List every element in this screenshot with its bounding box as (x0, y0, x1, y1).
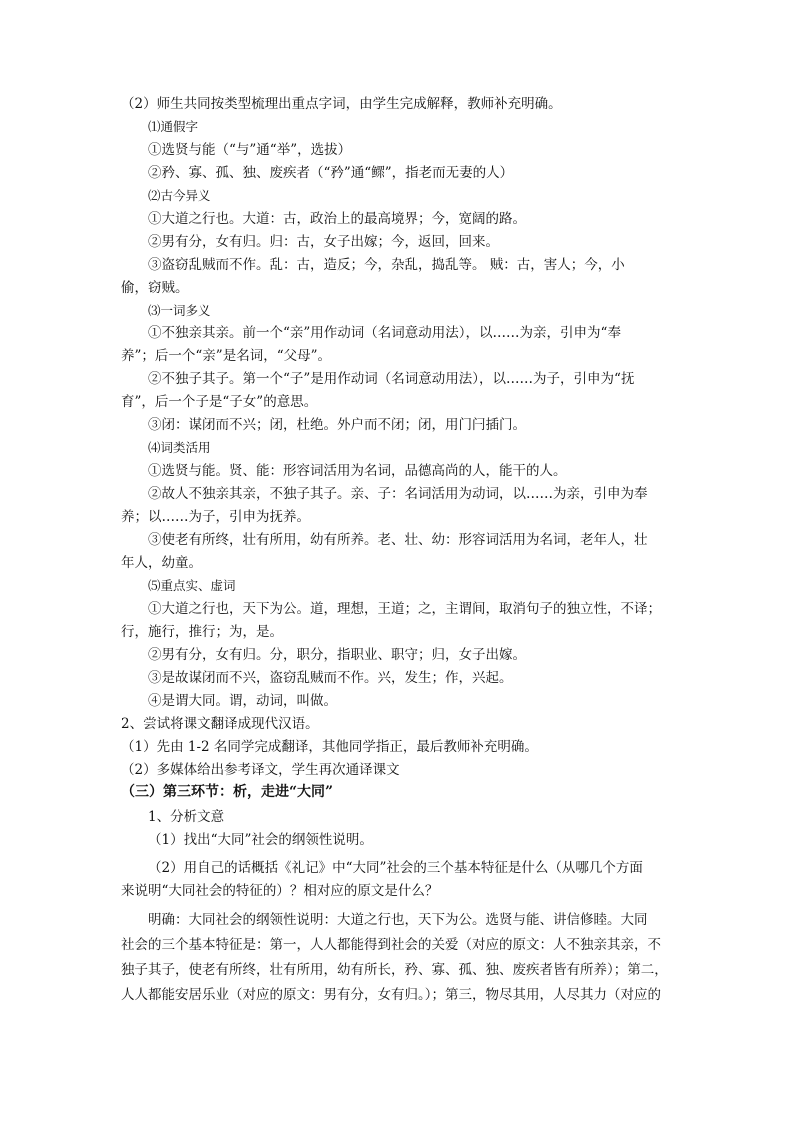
section-heading: ⑵古今异义 (148, 188, 211, 203)
text-line: ③盗窃乱贼而不作。乱：古，造反；今，杂乱，捣乱等。 贼：古，害人；今，小 (148, 257, 625, 273)
text-line: 2、尝试将课文翻译成现代汉语。 (121, 716, 319, 732)
text-line: ③是故谋闭而不兴，盗窃乱贼而不作。兴，发生；作，兴起。 (148, 670, 513, 686)
text-line: 行，施行，推行；为，是。 (121, 624, 283, 640)
text-line: 育”，后一个子是“子女”的意思。 (121, 394, 318, 410)
section-heading: ⑴通假字 (148, 119, 199, 134)
text-line: （2）多媒体给出参考译文，学生再次通译课文 (121, 762, 400, 778)
text-line: （1）先由 1-2 名同学完成翻译，其他同学指正，最后教师补充明确。 (121, 739, 538, 755)
section-title: （三）第三环节：析，走进“大同” (121, 784, 334, 800)
text-line: ④是谓大同。谓，动词，叫做。 (148, 693, 337, 709)
text-line: ②矜、寡、孤、独、废疾者（“矜”通“鳏”，指老而无妻的人） (148, 165, 514, 181)
text-line: 偷，窃贼。 (121, 280, 189, 296)
text-line: 养；以……为子，引申为抚养。 (121, 509, 310, 525)
text-line: ①选贤与能。贤、能：形容词活用为名词，品德高尚的人，能干的人。 (148, 463, 567, 479)
text-line: （1）找出“大同”社会的纲领性说明。 (148, 832, 373, 848)
text-line: ②男有分，女有归。分，职分，指职业、职守；归，女子出嫁。 (148, 647, 526, 663)
text-line: ②不独子其子。第一个“子”是用作动词（名词意动用法），以……为子，引申为“抚 (148, 371, 635, 387)
text-line: （2）师生共同按类型梳理出重点字词，由学生完成解释，教师补充明确。 (121, 96, 562, 112)
section-heading: ⑸重点实、虚词 (148, 578, 236, 593)
section-heading: ⑷词类活用 (148, 440, 211, 455)
text-line: ③闭：谋闭而不兴；闭，杜绝。外户而不闭；闭，用门闩插门。 (148, 417, 526, 433)
text-line: （2）用自己的话概括《礼记》中“大同”社会的三个基本特征是什么（从哪几个方面 (148, 860, 643, 876)
text-line: ②男有分，女有归。归：古，女子出嫁；今，返回，回来。 (148, 234, 499, 250)
text-line: 人人都能安居乐业（对应的原文：男有分，女有归。）；第三，物尽其用，人尽其力（对应的 (121, 987, 661, 1003)
text-line: ①大道之行也。大道：古，政治上的最高境界；今，宽阔的路。 (148, 211, 526, 227)
text-line: 年人，幼童。 (121, 555, 202, 571)
text-line: 独子其子，使老有所终，壮有所用，幼有所长，矜、寡、孤、独、废疾者皆有所养）；第二， (121, 962, 668, 978)
text-line: ①选贤与能（“与”通“举”，选拔） (148, 142, 352, 158)
text-line: 社会的三个基本特征是：第一，人人都能得到社会的关爱（对应的原文：人不独亲其亲，不 (121, 937, 661, 953)
text-line: ②故人不独亲其亲，不独子其子。亲、子：名词活用为动词，以……为亲，引申为奉 (148, 486, 648, 502)
text-line: ①不独亲其亲。前一个“亲”用作动词（名词意动用法），以……为亲，引申为“奉 (148, 325, 621, 341)
section-heading: ⑶一词多义 (148, 303, 211, 318)
text-line: 1、分析文意 (148, 809, 225, 825)
text-line: 来说明“大同社会的特征的）？相对应的原文是什么？ (121, 883, 439, 899)
text-line: 养”；后一个“亲”是名词，“父母”。 (121, 348, 332, 364)
text-line: ①大道之行也，天下为公。道，理想，王道；之，主谓间，取消句子的独立性，不译； (148, 601, 661, 617)
text-line: 明确：大同社会的纲领性说明：大道之行也，天下为公。选贤与能、讲信修睦。大同 (148, 912, 648, 928)
text-line: ③使老有所终，壮有所用，幼有所养。老、壮、幼：形容词活用为名词，老年人，壮 (148, 532, 648, 548)
